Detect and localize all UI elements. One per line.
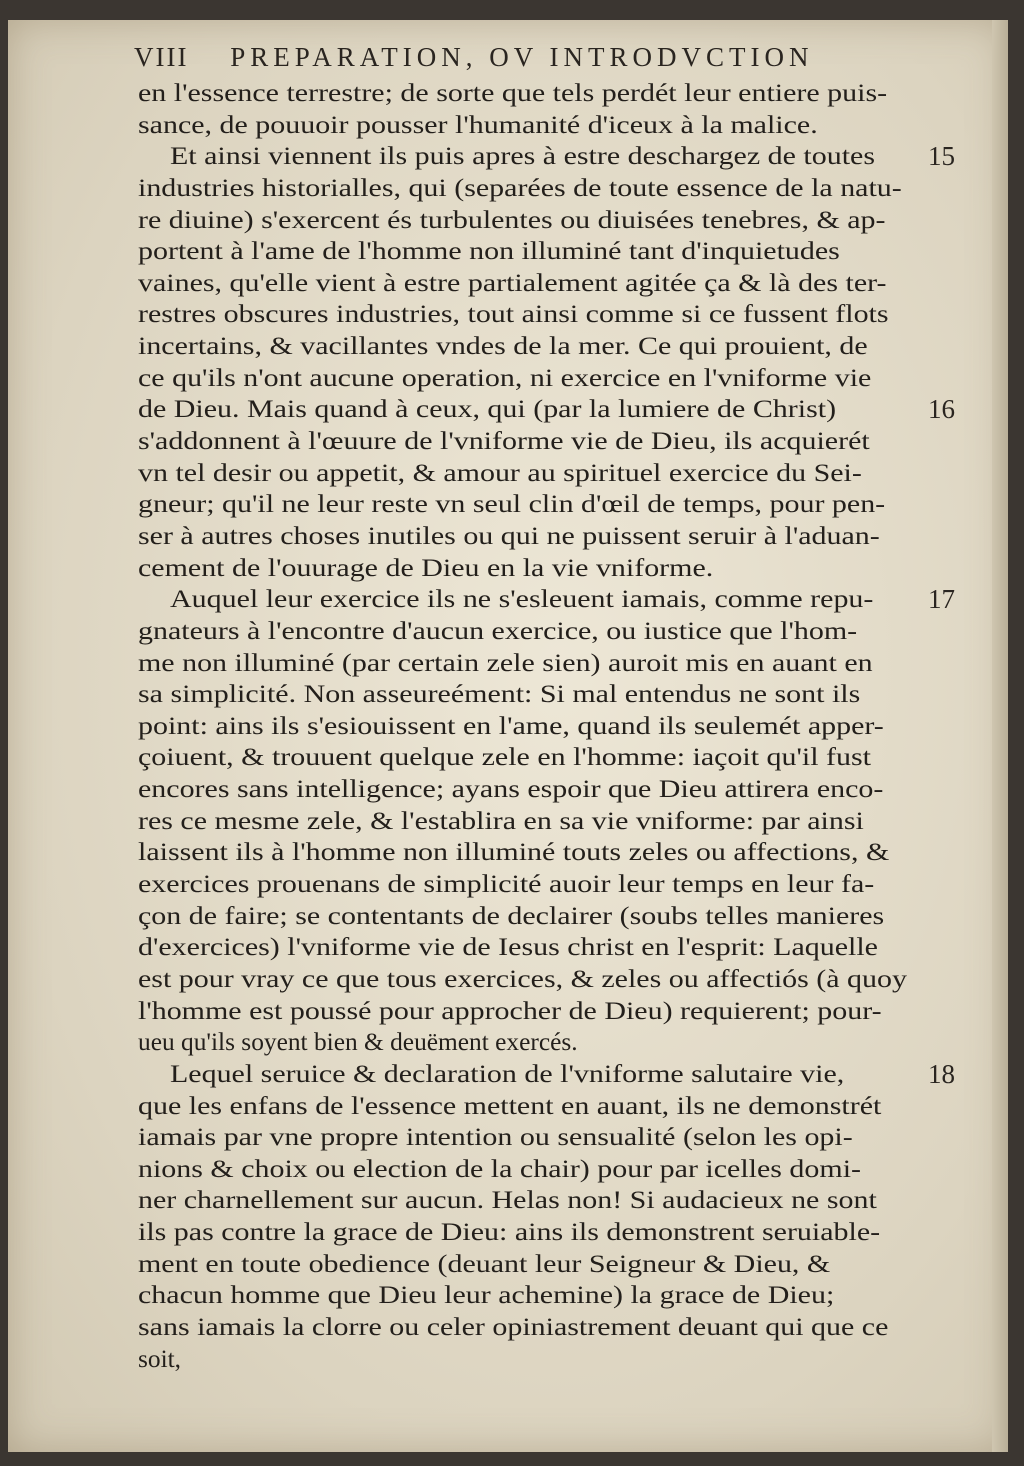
text-line <box>138 837 938 869</box>
line-text: sance, de pouuoir pousser l'humanité d'iceux à la malice. <box>138 110 818 139</box>
text-line <box>138 489 938 521</box>
line-text: gneur; qu'il ne leur reste vn seul clin d'œil de temps, pour pen- <box>138 490 886 519</box>
text-line <box>138 679 938 711</box>
line-text: s'addonnent à l'œuure de l'vniforme vie de Dieu, ils acquierét <box>138 427 870 456</box>
margin-section-number: 17 <box>928 584 955 615</box>
margin-section-number: 16 <box>928 394 955 425</box>
line-text: ser à autres choses inutiles ou qui ne puissent seruir à l'aduan- <box>138 521 880 550</box>
margin-section-number: 15 <box>928 141 955 172</box>
text-line <box>138 426 938 458</box>
margin-section-number: 18 <box>928 1058 955 1089</box>
line-text: cement de l'ouurage de Dieu en la vie vniforme. <box>138 553 714 582</box>
line-text: ment en toute obedience (deuant leur Seigneur & Dieu, & <box>138 1249 831 1278</box>
line-text: sans iamais la clorre ou celer opiniastrement deuant qui que ce <box>138 1312 889 1341</box>
text-line <box>138 1249 938 1281</box>
line-text: gnateurs à l'encontre d'aucun exercice, ou iustice que l'hom- <box>138 616 858 645</box>
line-text: d'exercices) l'vniforme vie de Iesus christ en l'esprit: Laquelle <box>138 933 878 962</box>
line-text: incertains, & vacillantes vndes de la mer. Ce qui prouient, de <box>138 332 868 361</box>
line-text: ueu qu'ils soyent bien & deuëment exercés. <box>138 1028 578 1057</box>
line-text: çon de faire; se contentants de declairer (soubs telles manieres <box>138 901 885 930</box>
line-text: chacun homme que Dieu leur achemine) la grace de Dieu; <box>138 1281 835 1310</box>
text-line <box>138 236 938 268</box>
text-line <box>138 78 938 110</box>
line-text: que les enfans de l'essence mettent en auant, ils ne demonstrét <box>138 1091 882 1120</box>
line-text: çoiuent, & trouuent quelque zele en l'homme: iaçoit qu'il fust <box>138 743 872 772</box>
text-line <box>138 141 955 173</box>
text-line <box>138 1091 938 1123</box>
text-line <box>138 742 938 774</box>
line-text: vaines, qu'elle vient à estre partialement agitée ça & là des ter- <box>138 268 887 297</box>
text-body <box>138 78 955 1375</box>
text-line <box>138 584 955 616</box>
folio-number: VIII <box>134 42 189 72</box>
line-text: ils pas contre la grace de Dieu: ains ils demonstrent seruiable- <box>138 1218 881 1247</box>
text-line <box>138 869 938 901</box>
text-line <box>138 110 938 142</box>
text-line <box>138 1122 938 1154</box>
text-line <box>138 205 938 237</box>
text-line <box>138 1058 955 1091</box>
line-text: de Dieu. Mais quand à ceux, qui (par la lumiere de Christ) <box>138 395 837 424</box>
text-line <box>138 1027 938 1059</box>
text-line <box>138 394 955 426</box>
text-line <box>138 1312 938 1344</box>
line-text: encores sans intelligence; ayans espoir que Dieu attirera enco- <box>138 775 884 804</box>
text-line <box>138 1344 938 1376</box>
running-header <box>134 42 854 82</box>
line-text: res ce mesme zele, & l'establira en sa vie vniforme: par ainsi <box>138 806 864 835</box>
line-text: ner charnellement sur aucun. Helas non! Si audacieux ne sont <box>138 1186 877 1215</box>
line-text: ce qu'ils n'ont aucune operation, ni exercice en l'vniforme vie <box>138 363 872 392</box>
line-text: point: ains ils s'esiouissent en l'ame, quand ils seulemét apper- <box>138 711 884 740</box>
text-line <box>138 932 938 964</box>
line-text: soit, <box>138 1344 182 1373</box>
text-line <box>138 173 938 205</box>
line-text: portent à l'ame de l'homme non illuminé tant d'inquietudes <box>138 237 840 266</box>
line-text: l'homme est poussé pour approcher de Dieu) requierent; pour- <box>138 996 882 1025</box>
line-text: iamais par vne propre intention ou sensualité (selon les opi- <box>138 1123 853 1152</box>
text-line <box>138 996 938 1028</box>
line-text: laissent ils à l'homme non illuminé touts zeles ou affections, & <box>138 838 890 867</box>
running-title: PREPARATION, OV INTRODVCTION <box>230 42 814 72</box>
page-gutter <box>992 20 1008 1452</box>
line-text: Et ainsi viennent ils puis apres à estre deschargez de toutes <box>170 142 875 171</box>
text-line <box>138 964 938 996</box>
line-text: sa simplicité. Non asseureément: Si mal entendus ne sont ils <box>138 680 861 709</box>
text-line <box>138 458 938 490</box>
line-text: Lequel seruice & declaration de l'vniforme salutaire vie, <box>170 1059 845 1088</box>
text-line <box>138 521 938 553</box>
text-line <box>138 774 938 806</box>
line-text: restres obscures industries, tout ainsi comme si ce fussent flots <box>138 300 889 329</box>
text-line <box>138 299 938 331</box>
text-line <box>138 331 938 363</box>
line-text: en l'essence terrestre; de sorte que tels perdét leur entiere puis- <box>138 79 888 107</box>
text-line <box>138 806 938 838</box>
text-line <box>138 1154 938 1186</box>
text-line <box>138 268 938 300</box>
text-line <box>138 553 938 585</box>
text-line <box>138 363 938 395</box>
text-line <box>138 1217 938 1249</box>
line-text: est pour vray ce que tous exercices, & zeles ou affectiós (à quoy <box>138 964 907 993</box>
text-line <box>138 648 938 680</box>
line-text: industries historialles, qui (separées de toute essence de la natu- <box>138 173 902 202</box>
book-page <box>8 20 1008 1452</box>
line-text: nions & choix ou election de la chair) pour par icelles domi- <box>138 1154 862 1183</box>
line-text: vn tel desir ou appetit, & amour au spirituel exercice du Sei- <box>138 458 862 487</box>
text-line <box>138 901 938 933</box>
line-text: Auquel leur exercice ils ne s'esleuent iamais, comme repu- <box>170 585 874 614</box>
line-text: re diuine) s'exercent és turbulentes ou diuisées tenebres, & ap- <box>138 205 886 234</box>
text-line <box>138 1185 938 1217</box>
text-line <box>138 1280 938 1312</box>
line-text: exercices prouenans de simplicité auoir leur temps en leur fa- <box>138 870 875 899</box>
text-line <box>138 711 938 743</box>
line-text: me non illuminé (par certain zele sien) auroit mis en auant en <box>138 648 873 677</box>
text-line <box>138 616 938 648</box>
